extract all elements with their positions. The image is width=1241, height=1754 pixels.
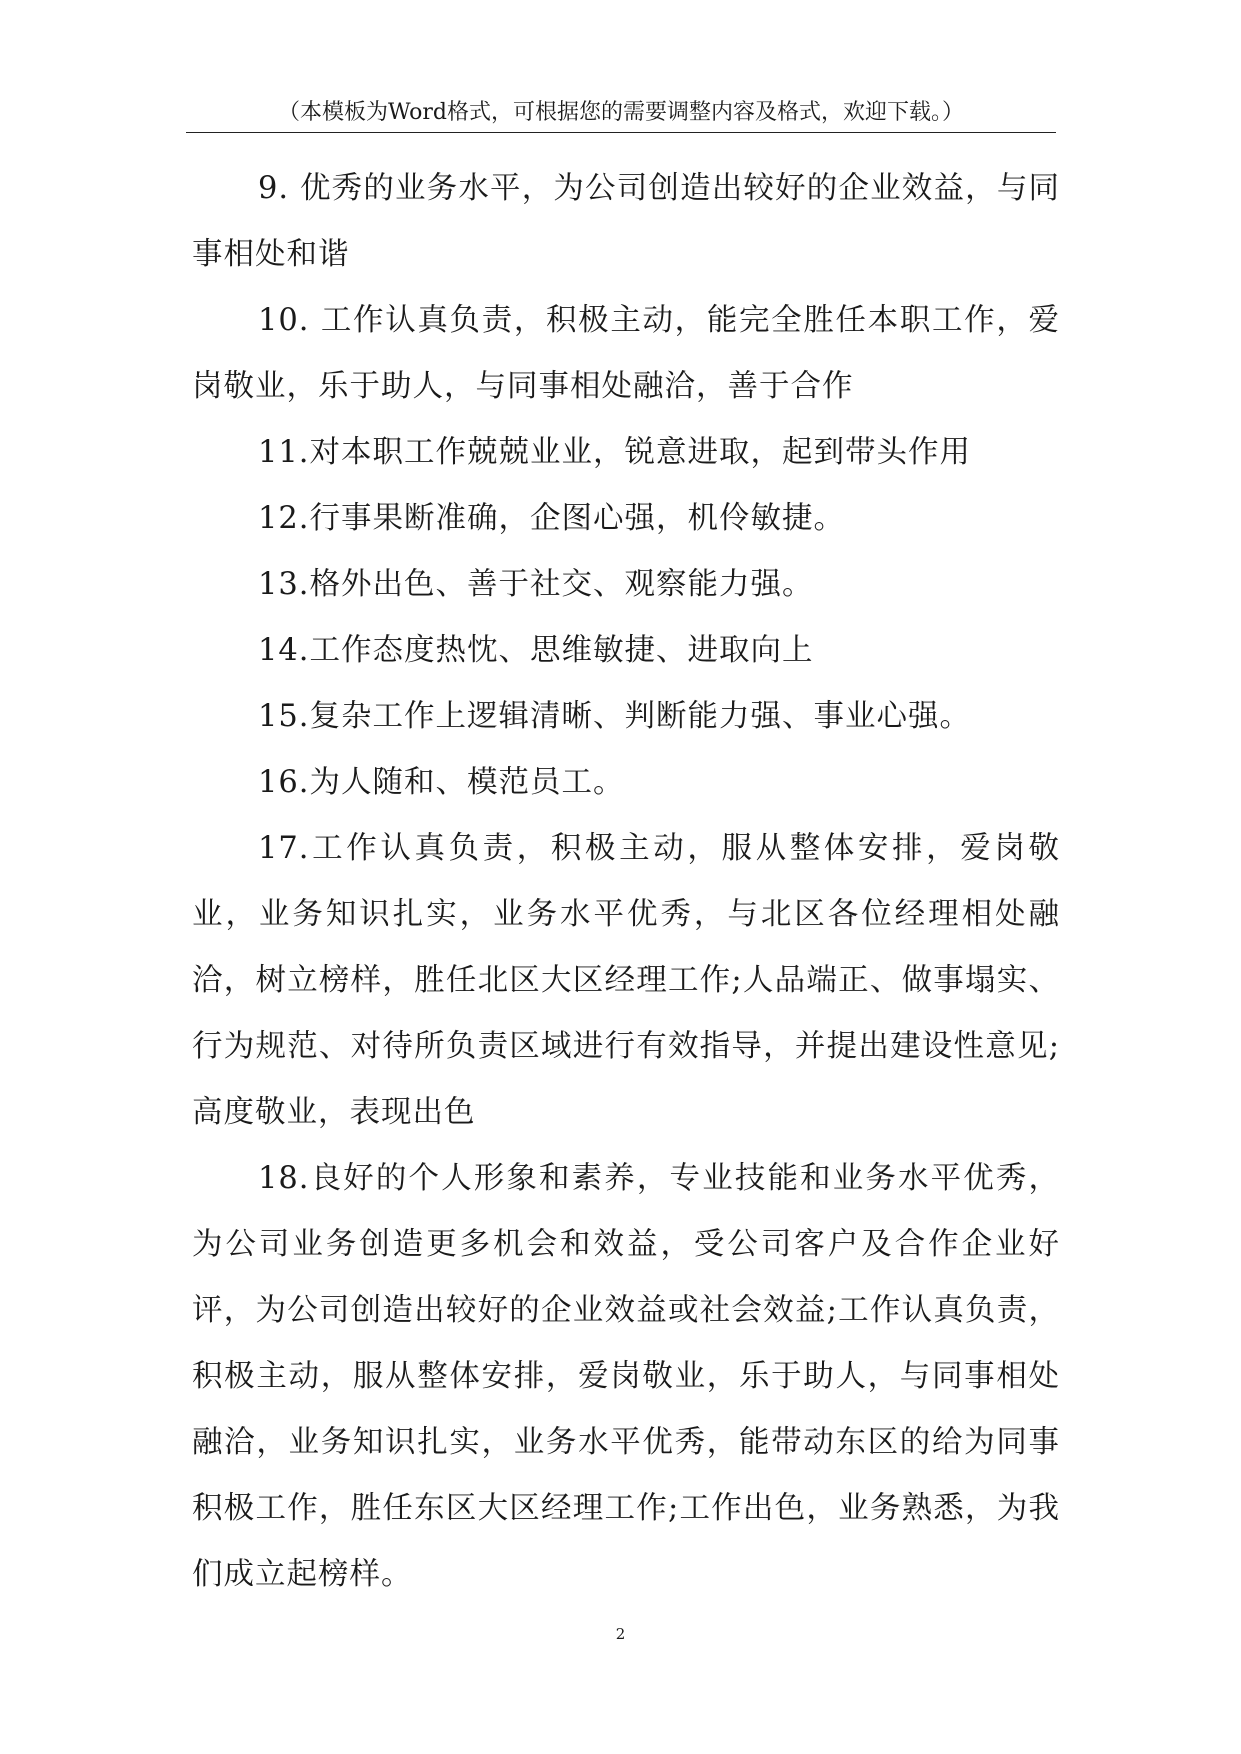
- paragraph-item-12: 12.行事果断准确，企图心强，机伶敏捷。: [258, 501, 846, 536]
- document-body: [192, 156, 1060, 1608]
- paragraph-item-9: 9. 优秀的业务水平，为公司创造出较好的企业效益，与同事相处和谐: [192, 171, 1060, 272]
- paragraph-item-11: 11.对本职工作兢兢业业，锐意进取，起到带头作用: [258, 435, 972, 470]
- page-number: 2: [615, 1625, 626, 1643]
- paragraph-item-15: 15.复杂工作上逻辑清晰、判断能力强、事业心强。: [258, 699, 972, 734]
- paragraph-item-14: 14.工作态度热忱、思维敏捷、进取向上: [258, 633, 814, 668]
- paragraph-item-17: 17.工作认真负责，积极主动，服从整体安排，爱岗敬业，业务知识扎实，业务水平优秀，与北区各位经理相处融洽，树立榜样，胜任北区大区经理工作;人品端正、做事塌实、行为规范、对待所负责区域进行有效指导，并提出建设性意见;高度敬业，表现出色: [192, 831, 1060, 1130]
- paragraph-item-10: 10. 工作认真负责，积极主动，能完全胜任本职工作，爱岗敬业，乐于助人，与同事相处融洽，善于合作: [192, 303, 1060, 404]
- template-note: （本模板为Word格式，可根据您的需要调整内容及格式，欢迎下载。）: [278, 100, 964, 125]
- paragraph-item-13: 13.格外出色、善于社交、观察能力强。: [258, 567, 814, 602]
- header-divider: [186, 132, 1056, 133]
- paragraph-item-18: 18.良好的个人形象和素养，专业技能和业务水平优秀，为公司业务创造更多机会和效益，受公司客户及合作企业好评，为公司创造出较好的企业效益或社会效益;工作认真负责，积极主动，服从整体安排，爱岗敬业，乐于助人，与同事相处融洽，业务知识扎实，业务水平优秀，能带动东区的给为同事积极工作，胜任东区大区经理工作;工作出色，业务熟悉，为我们成立起榜样。: [192, 1161, 1060, 1592]
- paragraph-item-16: 16.为人随和、模范员工。: [258, 765, 625, 800]
